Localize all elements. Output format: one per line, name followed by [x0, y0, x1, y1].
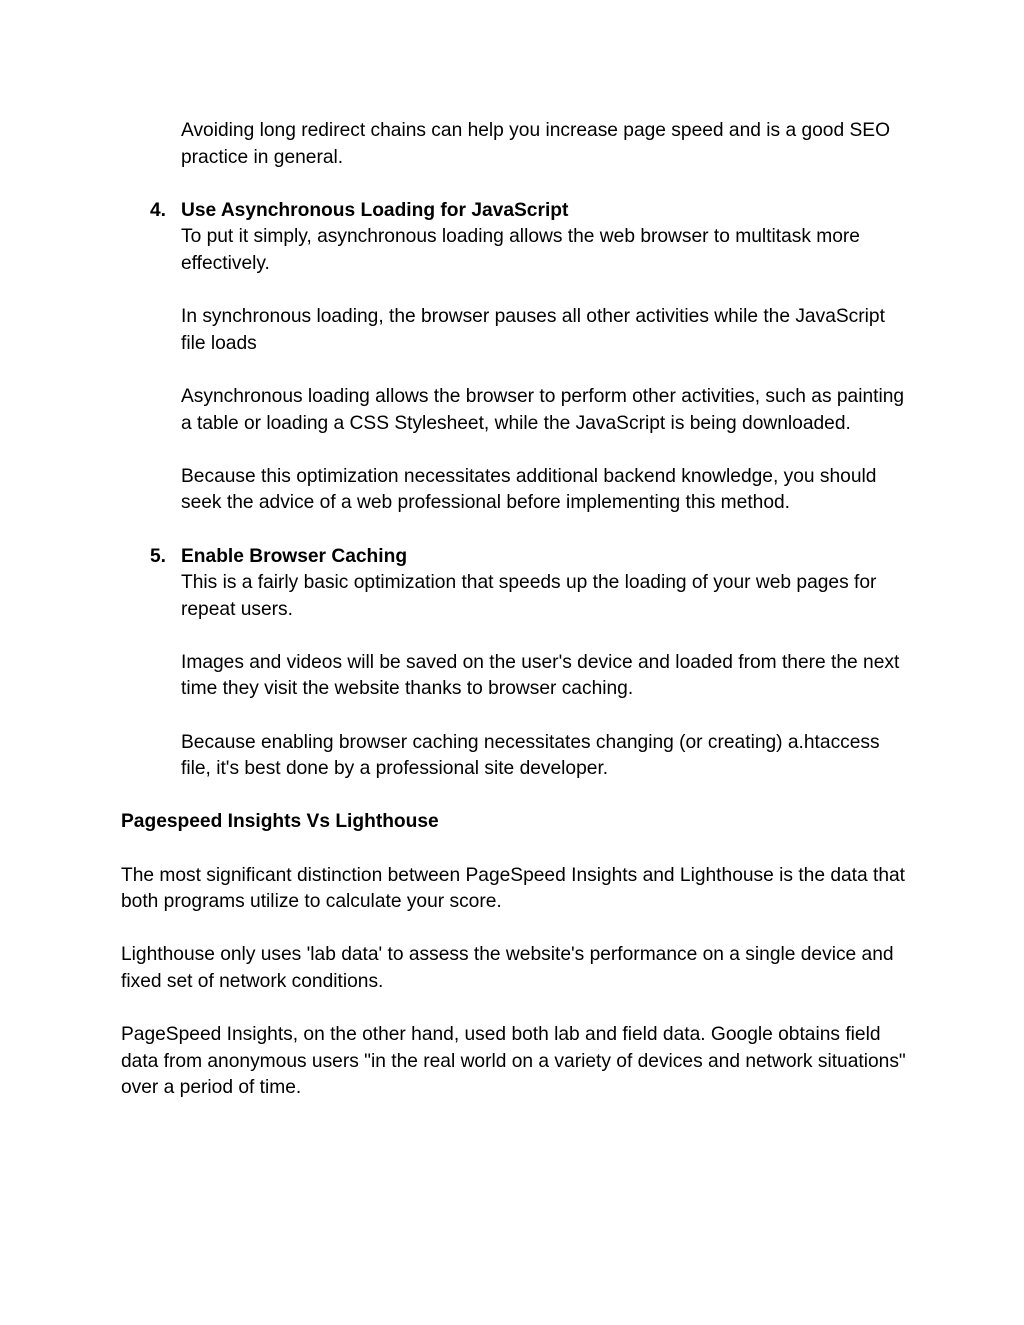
list-item-paragraph: Asynchronous loading allows the browser to perform other activities, such as painting a table or loading a CSS Stylesheet, while the JavaScript is being downloaded. — [181, 385, 905, 434]
spacer — [181, 703, 911, 730]
list-item-paragraph: In synchronous loading, the browser pauses all other activities while the JavaScript file loads — [181, 306, 885, 354]
list-item-paragraph: To put it simply, asynchronous loading allows the web browser to multitask more effectively. — [181, 226, 860, 274]
spacer — [121, 836, 911, 863]
spacer — [121, 783, 911, 810]
section-paragraph: PageSpeed Insights, on the other hand, used both lab and field data. Google obtains field data from anonymous users "in the real world on a variety of devices and network situations" over a period of time. — [121, 1024, 906, 1099]
spacer — [121, 171, 911, 198]
list-item-title: Use Asynchronous Loading for JavaScript — [181, 199, 569, 221]
list-item-5 — [121, 544, 911, 783]
section-paragraph: The most significant distinction between PageSpeed Insights and Lighthouse is the data that both programs utilize to calculate your score. — [121, 864, 905, 913]
spacer — [181, 437, 911, 464]
spacer — [121, 916, 911, 943]
spacer — [121, 517, 911, 544]
section-paragraph: Lighthouse only uses 'lab data' to assess the website's performance on a single device and fixed set of network conditions. — [121, 944, 894, 992]
list-item-paragraph: Because enabling browser caching necessitates changing (or creating) a.htaccess file, it's best done by a professional site developer. — [181, 731, 880, 780]
list-item-number: 4. — [150, 199, 167, 221]
list-item-paragraph: Because this optimization necessitates additional backend knowledge, you should seek the advice of a web professional before implementing this method. — [181, 465, 877, 514]
intro-paragraph: Avoiding long redirect chains can help you increase page speed and is a good SEO practice in general. — [181, 120, 890, 168]
spacer — [181, 623, 911, 650]
list-item-4 — [121, 198, 911, 517]
document-page — [121, 118, 911, 1102]
list-item-number: 5. — [150, 545, 167, 567]
list-item-paragraph: Images and videos will be saved on the user's device and loaded from there the next time they visit the website thanks to browser caching. — [181, 651, 900, 700]
spacer — [181, 357, 911, 384]
spacer — [121, 996, 911, 1023]
list-item-paragraph: This is a fairly basic optimization that speeds up the loading of your web pages for repeat users. — [181, 572, 877, 620]
list-item-title: Enable Browser Caching — [181, 545, 408, 567]
spacer — [181, 278, 911, 305]
section-heading: Pagespeed Insights Vs Lighthouse — [121, 811, 439, 833]
